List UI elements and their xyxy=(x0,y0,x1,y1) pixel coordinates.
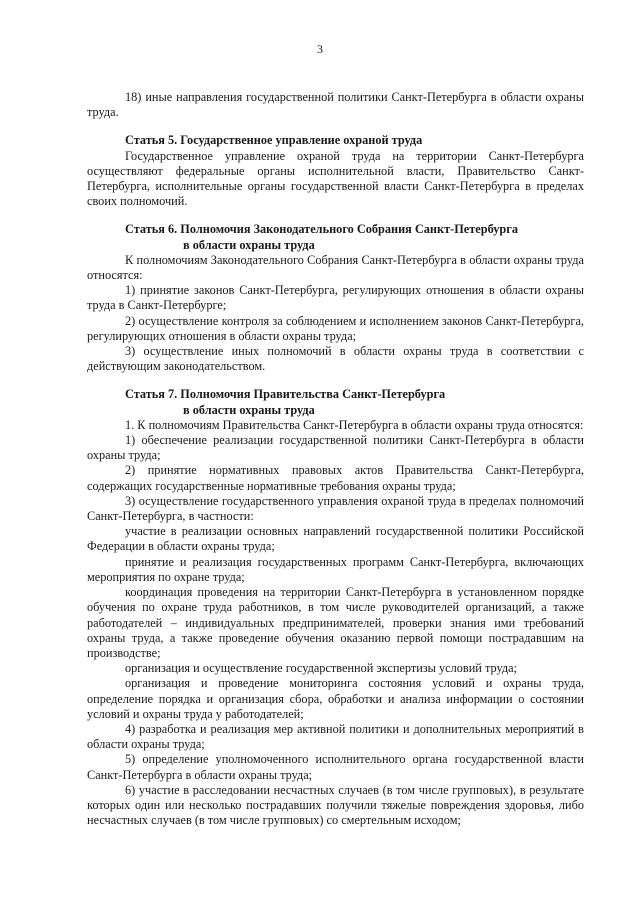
paragraph: Государственное управление охраной труда на территории Санкт-Петербурга осуществляют федеральные органы исполнительной власти, Правительство Санкт-Петербурга, исполнительные органы государственной власти Санкт-Петербурга в пределах своих полномочий. xyxy=(87,148,584,209)
document-body xyxy=(87,90,584,828)
paragraph: 3) осуществление государственного управления охраной труда в пределах полномочий Санкт-Петербурга, в частности: xyxy=(87,493,584,524)
paragraph: координация проведения на территории Санкт-Петербурга в установленном порядке обучения по охране труда работников, в том числе руководителей организаций, а также работодателей – индивидуальных предпринимателей, проверки знания ими требований охраны труда, а также проведение обучения оказанию первой помощи пострадавшим на производстве; xyxy=(87,585,584,660)
page-number: 3 xyxy=(317,42,323,56)
paragraph: 3) осуществление иных полномочий в области охраны труда в соответствии с действующим законодательством. xyxy=(87,344,584,374)
paragraph: участие в реализации основных направлений государственной политики Российской Федерации в области охраны труда; xyxy=(87,524,584,554)
article-heading-continuation: в области охраны труда xyxy=(183,237,315,252)
paragraph: 1) принятие законов Санкт-Петербурга, регулирующих отношения в области охраны труда в Санкт-Петербурге; xyxy=(87,283,584,313)
article-heading-continuation: в области охраны труда xyxy=(183,402,315,417)
paragraph: 1) обеспечение реализации государственной политики Санкт-Петербурга в области охраны труда; xyxy=(87,433,584,463)
paragraph: 5) определение уполномоченного исполнительного органа государственной власти Санкт-Петербурга в области охраны труда; xyxy=(87,752,584,782)
paragraph: 2) принятие нормативных правовых актов Правительства Санкт-Петербурга, содержащих государственные нормативные требования охраны труда; xyxy=(87,463,584,493)
paragraph: принятие и реализация государственных программ Санкт-Петербурга, включающих мероприятия по охране труда; xyxy=(87,554,584,584)
article-heading: Статья 7. Полномочия Правительства Санкт-Петербурга xyxy=(125,387,446,402)
article-heading: Статья 5. Государственное управление охраной труда xyxy=(125,133,423,148)
paragraph: организация и осуществление государственной экспертизы условий труда; xyxy=(125,661,517,676)
paragraph: 18) иные направления государственной политики Санкт-Петербурга в области охраны труда. xyxy=(87,90,584,120)
paragraph: организация и проведение мониторинга состояния условий и охраны труда, определение порядка и организация сбора, обработки и анализа информации о состоянии условий и охраны труда у работодателей; xyxy=(87,676,584,721)
paragraph: 4) разработка и реализация мер активной политики и дополнительных мероприятий в области охраны труда; xyxy=(87,721,584,752)
paragraph: К полномочиям Законодательного Собрания Санкт-Петербурга в области охраны труда относятся: xyxy=(87,252,584,283)
paragraph: 6) участие в расследовании несчастных случаев (в том числе групповых), в результате которых один или несколько пострадавших получили тяжелые повреждения здоровья, либо несчастных случаев (в том числе групповых) со смертельным исходом; xyxy=(87,782,584,828)
paragraph: 1. К полномочиям Правительства Санкт-Петербурга в области охраны труда относятся: xyxy=(125,417,584,432)
article-heading: Статья 6. Полномочия Законодательного Собрания Санкт-Петербурга xyxy=(125,222,518,237)
paragraph: 2) осуществление контроля за соблюдением и исполнением законов Санкт-Петербурга, регулирующих отношения в области охраны труда; xyxy=(87,313,584,343)
